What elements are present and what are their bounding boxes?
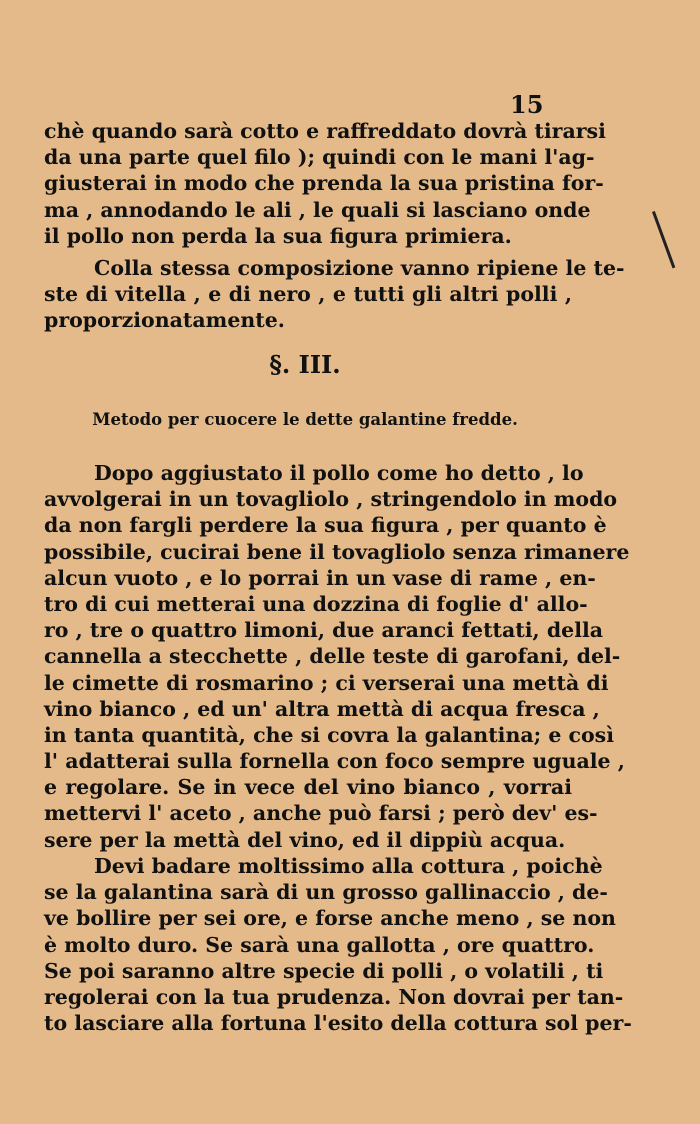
text-line: l' adatterai sulla fornella con foco sempre uguale , <box>44 749 625 774</box>
text-line: to lasciare alla fortuna l'esito della cottura sol per- <box>44 1011 632 1036</box>
text-line: e regolare. Se in vece del vino bianco , vorrai <box>44 775 572 800</box>
text-line: se la galantina sarà di un grosso gallinaccio , de- <box>44 880 608 905</box>
text-line: vino bianco , ed un' altra mettà di acqua fresca , <box>44 696 600 721</box>
text-line: possibile, cucirai bene il tovagliolo senza rimanere <box>44 539 630 564</box>
text-line: Devi badare moltissimo alla cottura , poichè <box>94 854 603 878</box>
page-number: 15 <box>510 90 544 119</box>
text-line: Se poi saranno altre specie di polli , o volatili , ti <box>44 958 604 983</box>
section-subtitle: Metodo per cuocere le dette galantine fredde. <box>92 410 518 429</box>
text-line: da una parte quel filo ); quindi con le mani l'ag- <box>44 145 595 170</box>
text-line: il pollo non perda la sua figura primiera. <box>44 223 512 248</box>
text-line: proporzionatamente. <box>44 308 285 333</box>
text-line: cannella a stecchette , delle teste di garofani, del- <box>44 644 621 669</box>
paragraph-2 <box>44 255 625 334</box>
text-line: Dopo aggiustato il pollo come ho detto , lo <box>94 461 584 485</box>
paragraph-4 <box>44 853 632 1036</box>
text-line: da non fargli perdere la sua figura , per quanto è <box>44 513 607 538</box>
text-line: tro di cui metterai una dozzina di foglie d' allo- <box>44 591 588 616</box>
text-line: in tanta quantità, che si covra la galantina; e così <box>44 722 615 747</box>
margin-mark <box>652 211 675 268</box>
text-line: Colla stessa composizione vanno ripiene le te- <box>94 256 625 280</box>
text-line: regolerai con la tua prudenza. Non dovrai per tan- <box>44 984 624 1009</box>
text-line: chè quando sarà cotto e raffreddato dovrà tirarsi <box>44 119 606 143</box>
text-line: ma , annodando le ali , le quali si lasciano onde <box>44 197 591 222</box>
text-line: avvolgerai in un tovagliolo , stringendolo in modo <box>44 487 618 512</box>
paragraph-1 <box>44 118 606 249</box>
paragraph-3 <box>44 460 630 853</box>
text-line: è molto duro. Se sarà una gallotta , ore quattro. <box>44 932 595 957</box>
text-line: sere per la mettà del vino, ed il dippiù acqua. <box>44 827 566 852</box>
text-line: ve bollire per sei ore, e forse anche meno , se non <box>44 906 616 931</box>
text-line: alcun vuoto , e lo porrai in un vase di rame , en- <box>44 565 596 590</box>
section-heading: §. III. <box>269 350 341 379</box>
text-line: giusterai in modo che prenda la sua pristina for- <box>44 171 604 196</box>
text-line: le cimette di rosmarino ; ci verserai una mettà di <box>44 670 609 695</box>
text-line: mettervi l' aceto , anche può farsi ; però dev' es- <box>44 801 598 826</box>
text-line: ste di vitella , e di nero , e tutti gli altri polli , <box>44 282 572 307</box>
text-line: ro , tre o quattro limoni, due aranci fettati, della <box>44 618 604 643</box>
